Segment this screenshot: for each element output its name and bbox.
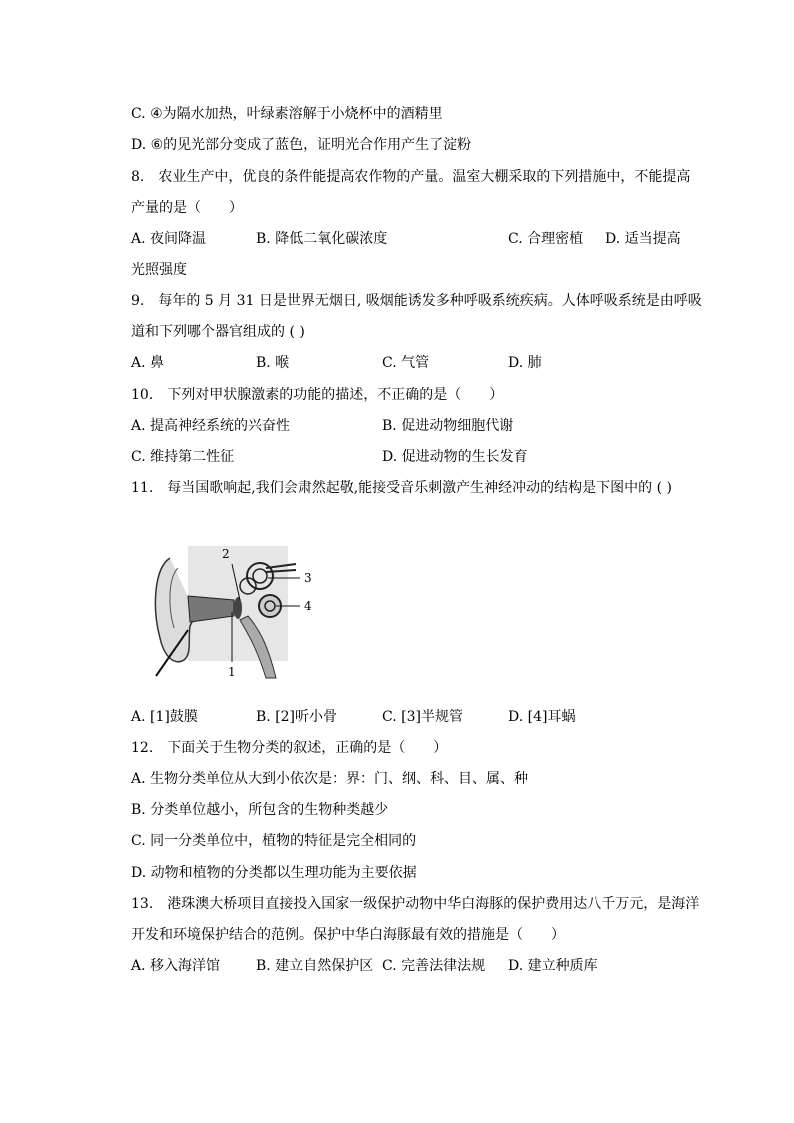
q10-stem: 10. 下列对甲状腺激素的功能的描述，不正确的是（ ） xyxy=(131,387,504,403)
q13-stem-cont: 开发和环境保护结合的范例。保护中华白海豚最有效的措施是（ ） xyxy=(131,927,565,943)
ear-structure-figure xyxy=(148,538,323,688)
figure-label-3: 3 xyxy=(304,571,312,585)
q13-option-b: B. 建立自然保护区 xyxy=(256,958,374,974)
q8-option-a: A. 夜间降温 xyxy=(131,231,207,247)
q12-option-c: C. 同一分类单位中，植物的特征是完全相同的 xyxy=(131,833,417,849)
q13-options xyxy=(131,957,751,975)
q13-option-a: A. 移入海洋馆 xyxy=(131,958,221,974)
q8-stem-cont: 产量的是（ ） xyxy=(131,200,243,216)
q11-stem: 11. 每当国歌响起,我们会肃然起敬,能接受音乐刺激产生神经冲动的结构是下图中的 ( ) xyxy=(131,480,672,496)
q9-option-c: C. 气管 xyxy=(382,355,430,371)
q10-options-row2 xyxy=(131,448,751,466)
q11-option-a: A. [1]鼓膜 xyxy=(131,709,198,725)
figure-label-2: 2 xyxy=(222,547,230,561)
q13-stem: 13. 港珠澳大桥项目直接投入国家一级保护动物中华白海豚的保护费用达八千万元，是海洋 xyxy=(131,896,700,912)
figure-label-4: 4 xyxy=(304,599,312,613)
q10-option-b: B. 促进动物细胞代谢 xyxy=(382,418,514,434)
q9-option-a: A. 鼻 xyxy=(131,355,165,371)
q9-options xyxy=(131,354,751,372)
q10-option-a: A. 提高神经系统的兴奋性 xyxy=(131,418,291,434)
q8-stem: 8. 农业生产中，优良的条件能提高农作物的产量。温室大棚采取的下列措施中，不能提高 xyxy=(131,169,691,185)
q13-option-d: D. 建立种质库 xyxy=(508,958,598,974)
q8-option-c: C. 合理密植 xyxy=(508,231,584,247)
q12-option-d: D. 动物和植物的分类都以生理功能为主要依据 xyxy=(131,865,417,881)
q7-option-c: C. ④为隔水加热，叶绿素溶解于小烧杯中的酒精里 xyxy=(131,106,443,122)
q8-option-b: B. 降低二氧化碳浓度 xyxy=(256,231,388,247)
q12-option-b: B. 分类单位越小，所包含的生物种类越少 xyxy=(131,802,389,818)
q11-options xyxy=(131,708,751,726)
figure-label-1: 1 xyxy=(228,665,236,679)
q12-stem: 12. 下面关于生物分类的叙述，正确的是（ ） xyxy=(131,740,448,756)
q10-options-row1 xyxy=(131,417,751,435)
q8-options xyxy=(131,230,751,248)
q13-option-c: C. 完善法律法规 xyxy=(382,958,486,974)
q8-option-d: D. 适当提高 xyxy=(605,231,681,247)
q11-option-c: C. [3]半规管 xyxy=(382,709,463,725)
q11-option-d: D. [4]耳蜗 xyxy=(508,709,576,725)
q7-option-d: D. ⑥的见光部分变成了蓝色，证明光合作用产生了淀粉 xyxy=(131,137,472,153)
q11-option-b: B. [2]听小骨 xyxy=(256,709,338,725)
q9-stem: 9. 每年的 5 月 31 日是世界无烟日, 吸烟能诱发多种呼吸系统疾病。人体呼吸系统是由呼吸 xyxy=(131,293,702,309)
q10-option-d: D. 促进动物的生长发育 xyxy=(382,449,528,465)
q12-option-a: A. 生物分类单位从大到小依次是：界：门、纲、科、目、属、种 xyxy=(131,771,529,787)
ear-diagram-image xyxy=(148,538,323,688)
q9-option-b: B. 喉 xyxy=(256,355,290,371)
q8-option-d-wrap: 光照强度 xyxy=(131,262,187,278)
q10-option-c: C. 维持第二性征 xyxy=(131,449,235,465)
q9-stem-cont: 道和下列哪个器官组成的 ( ) xyxy=(131,324,305,340)
q9-option-d: D. 肺 xyxy=(508,355,542,371)
